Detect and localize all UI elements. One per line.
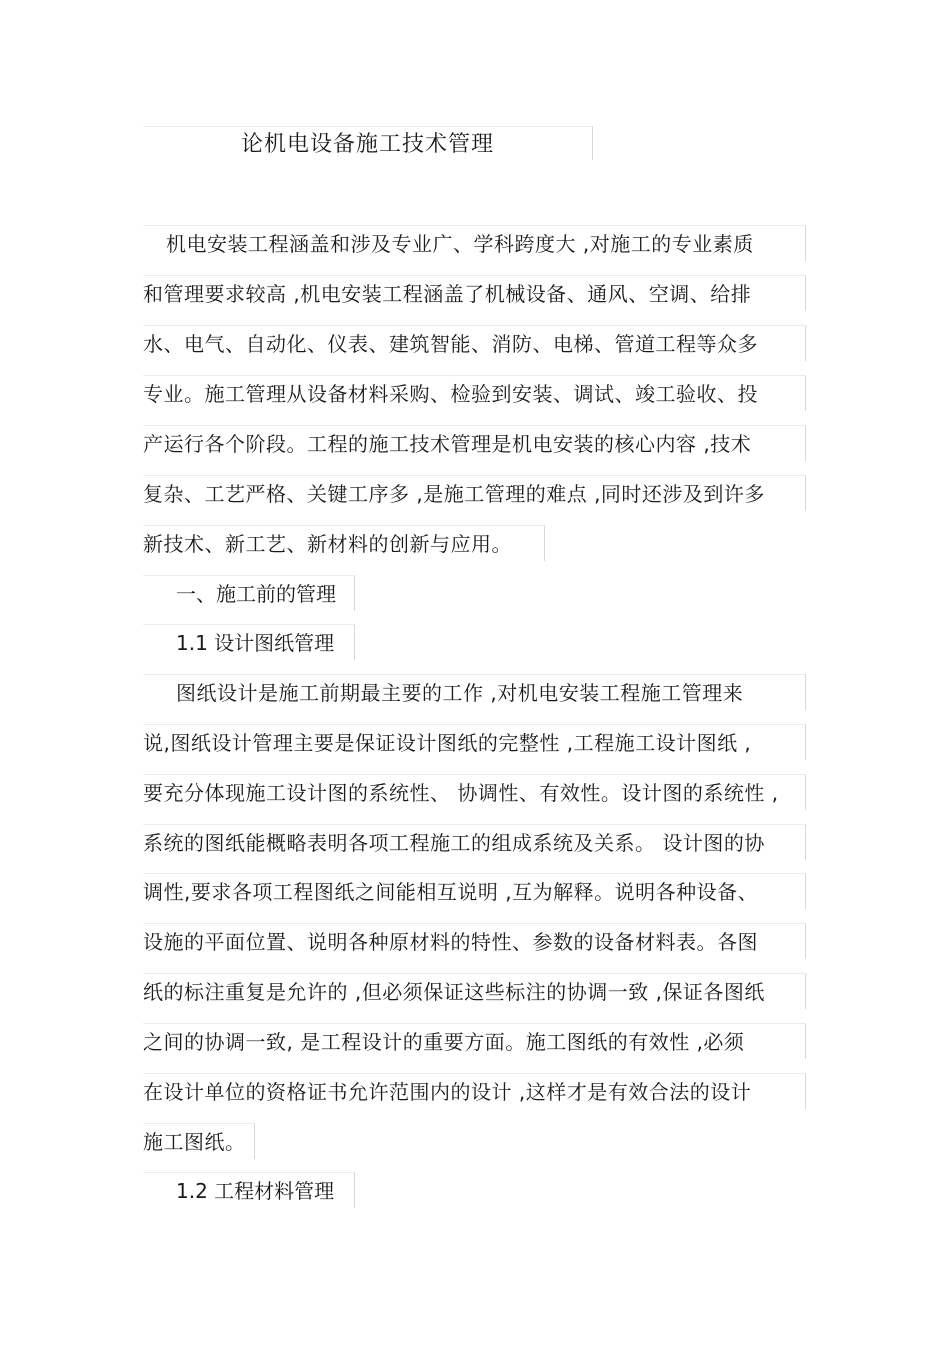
paragraph-line: 产运行各个阶段。工程的施工技术管理是机电安装的核心内容 ,技术 (143, 425, 806, 461)
paragraph-line: 之间的协调一致, 是工程设计的重要方面。施工图纸的有效性 ,必须 (143, 1023, 806, 1059)
paragraph-line: 专业。施工管理从设备材料采购、检验到安装、调试、竣工验收、投 (143, 375, 806, 411)
paragraph-line: 复杂、工艺严格、关键工序多 ,是施工管理的难点 ,同时还涉及到许多 (143, 475, 806, 511)
section-heading: 一、施工前的管理 (143, 575, 355, 611)
paragraph-line: 和管理要求较高 ,机电安装工程涵盖了机械设备、通风、空调、给排 (143, 275, 806, 311)
paragraph-line: 水、电气、自动化、仪表、建筑智能、消防、电梯、管道工程等众多 (143, 325, 806, 361)
document-title: 论机电设备施工技术管理 (143, 126, 593, 160)
paragraph-line: 机电安装工程涵盖和涉及专业广、学科跨度大 ,对施工的专业素质 (143, 225, 806, 261)
paragraph-line: 要充分体现施工设计图的系统性、 协调性、有效性。设计图的系统性 , (143, 774, 806, 810)
paragraph-line: 说,图纸设计管理主要是保证设计图纸的完整性 ,工程施工设计图纸 , (143, 724, 806, 760)
paragraph-line: 设施的平面位置、说明各种原材料的特性、参数的设备材料表。各图 (143, 923, 806, 959)
paragraph-line: 施工图纸。 (143, 1123, 255, 1159)
paragraph-line: 在设计单位的资格证书允许范围内的设计 ,这样才是有效合法的设计 (143, 1073, 806, 1109)
paragraph-line: 纸的标注重复是允许的 ,但必须保证这些标注的协调一致 ,保证各图纸 (143, 973, 806, 1009)
paragraph-line: 图纸设计是施工前期最主要的工作 ,对机电安装工程施工管理来 (143, 674, 806, 710)
paragraph-line: 系统的图纸能概略表明各项工程施工的组成系统及关系。 设计图的协 (143, 824, 806, 860)
subsection-heading: 1.1 设计图纸管理 (143, 624, 355, 660)
subsection-heading: 1.2 工程材料管理 (143, 1172, 355, 1208)
paragraph-line: 调性,要求各项工程图纸之间能相互说明 ,互为解释。说明各种设备、 (143, 873, 806, 909)
paragraph-line: 新技术、新工艺、新材料的创新与应用。 (143, 525, 545, 561)
